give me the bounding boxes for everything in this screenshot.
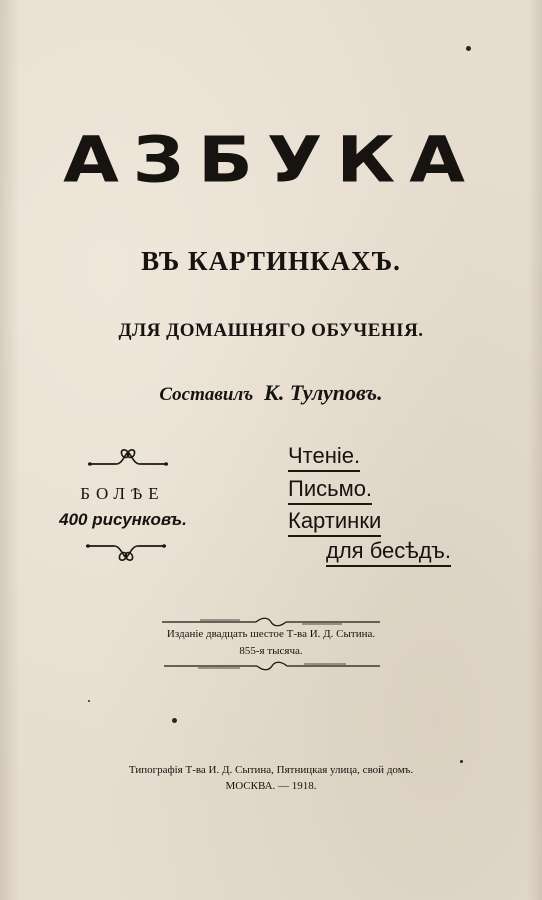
printer-line: Типографія Т-ва И. Д. Сытина, Пятницкая улица, свой домъ. [128,764,414,776]
city-year-line: МОСКВА. — 1918. [225,780,317,792]
flourish-ornament-bottom [84,540,168,568]
print-run-line: 855-я тысяча. [239,645,303,657]
paper-speck [172,718,177,723]
book-title: АЗБУКА [63,122,479,197]
use-writing: Письмо. [288,476,372,505]
illustration-count: 400 рисунковъ. [59,510,187,529]
compiler-label: Составилъ [159,384,254,405]
flourish-ornament-top [86,444,170,470]
use-reading: Чтеніе. [288,443,360,472]
use-conversation: для бесѣдъ. [326,538,451,567]
use-pictures: Картинки [288,508,381,537]
compiler-name: К. Тулуповъ. [263,380,383,405]
divider-rule-bottom [162,660,382,672]
paper-speck [466,46,471,51]
book-subtitle: ВЪ КАРТИНКАХЪ. [141,246,401,276]
paper-speck [460,760,463,763]
paper-speck [88,700,90,702]
edition-line: Изданіе двадцать шестое Т-ва И. Д. Сытина. [166,628,376,640]
book-purpose: ДЛЯ ДОМАШНЯГО ОБУЧЕНІЯ. [118,320,424,341]
compiler-line [0,382,542,406]
more-than-label: БОЛѢЕ [80,484,165,503]
